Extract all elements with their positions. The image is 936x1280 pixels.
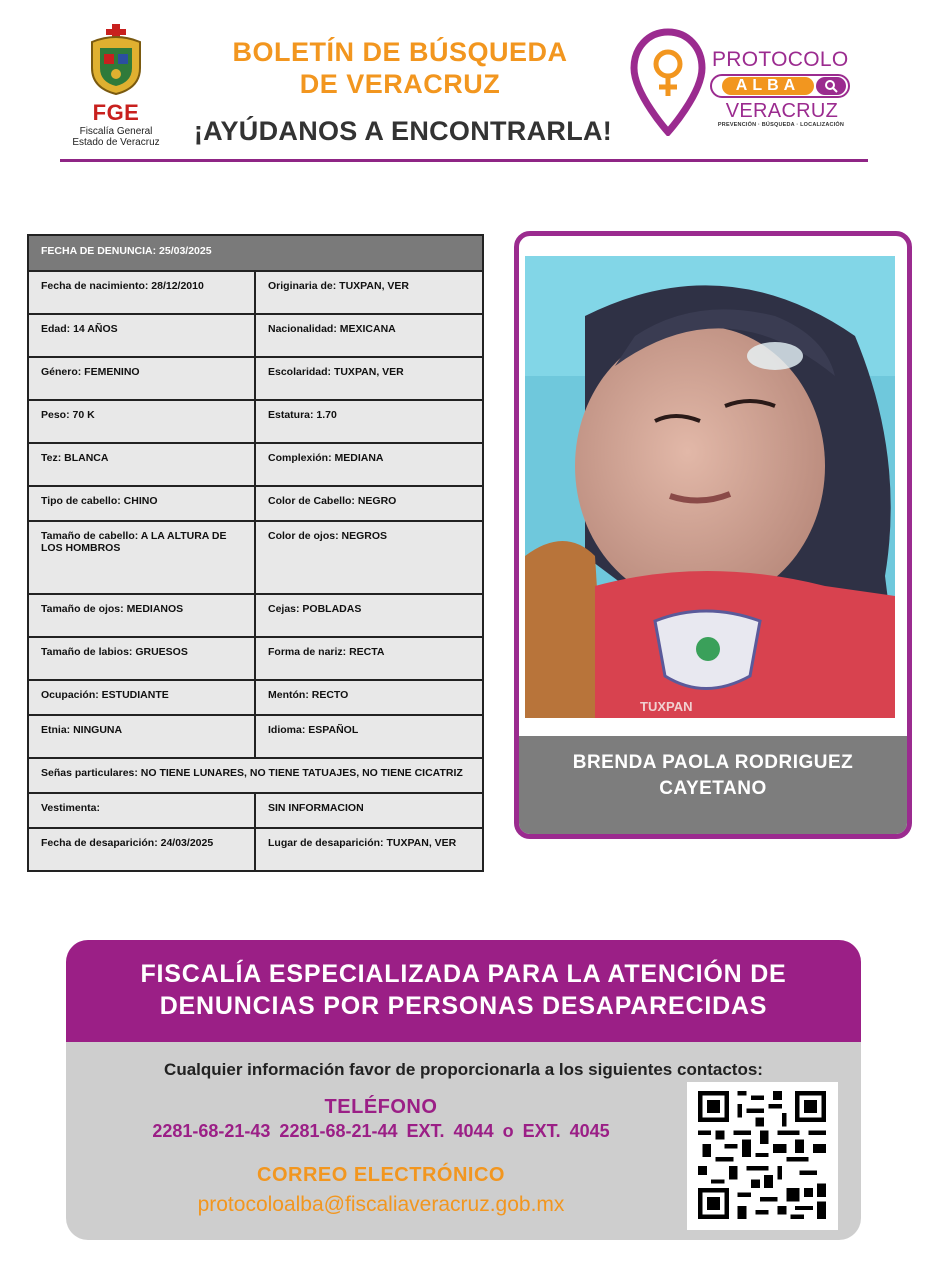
table-row bbox=[28, 357, 483, 400]
fge-logo bbox=[66, 24, 166, 150]
bulletin-title: BOLETÍN DE BÚSQUEDA DE VERACRUZ bbox=[232, 37, 568, 99]
eye-size: Tamaño de ojos: MEDIANOS bbox=[28, 594, 255, 637]
search-icon bbox=[816, 77, 846, 95]
table-row bbox=[28, 400, 483, 443]
missing-person-name: BRENDA PAOLA RODRIGUEZ CAYETANO bbox=[519, 736, 907, 836]
hair-type: Tipo de cabello: CHINO bbox=[28, 486, 255, 521]
complexion-tone: Tez: BLANCA bbox=[28, 443, 255, 486]
qr-code-icon bbox=[698, 1091, 826, 1219]
disappearance-date: Fecha de desaparición: 24/03/2025 bbox=[28, 828, 255, 871]
email-address[interactable]: protocoloalba@fiscaliaveracruz.gob.mx bbox=[197, 1193, 565, 1216]
report-date: FECHA DE DENUNCIA: 25/03/2025 bbox=[28, 235, 483, 271]
table-row bbox=[28, 637, 483, 680]
missing-person-photo-card bbox=[514, 231, 912, 839]
location-pin-venus-icon bbox=[630, 28, 706, 136]
photo-shirt-text: TUXPAN bbox=[640, 699, 693, 714]
disappearance-place: Lugar de desaparición: TUXPAN, VER bbox=[255, 828, 483, 871]
occupation: Ocupación: ESTUDIANTE bbox=[28, 680, 255, 715]
missing-person-photo bbox=[525, 256, 895, 718]
protocol-name: ALBA bbox=[722, 77, 814, 95]
table-row bbox=[28, 486, 483, 521]
protocol-tagline: PREVENCIÓN · BÚSQUEDA · LOCALIZACIÓN bbox=[717, 122, 845, 128]
bulletin-subtitle: ¡AYÚDANOS A ENCONTRARLA! bbox=[193, 116, 613, 146]
schooling: Escolaridad: TUXPAN, VER bbox=[255, 357, 483, 400]
table-row bbox=[28, 443, 483, 486]
build: Complexión: MEDIANA bbox=[255, 443, 483, 486]
table-row bbox=[28, 758, 483, 793]
agency-name: Fiscalía General Estado de Veracruz bbox=[72, 126, 160, 148]
report-date-row bbox=[28, 235, 483, 271]
table-row bbox=[28, 680, 483, 715]
chin: Mentón: RECTO bbox=[255, 680, 483, 715]
table-row bbox=[28, 594, 483, 637]
clothing-label: Vestimenta: bbox=[28, 793, 255, 828]
table-row bbox=[28, 314, 483, 357]
contact-footer bbox=[66, 940, 861, 1240]
ethnicity: Etnia: NINGUNA bbox=[28, 715, 255, 758]
veracruz-coat-of-arms-icon bbox=[84, 24, 148, 96]
qr-code[interactable] bbox=[687, 1082, 838, 1230]
eyebrows: Cejas: POBLADAS bbox=[255, 594, 483, 637]
table-row bbox=[28, 793, 483, 828]
agency-abbreviation: FGE bbox=[92, 100, 140, 125]
table-row bbox=[28, 271, 483, 314]
nose-shape: Forma de nariz: RECTA bbox=[255, 637, 483, 680]
distinguishing-marks: Señas particulares: NO TIENE LUNARES, NO TIENE TATUAJES, NO TIENE CICATRIZ bbox=[28, 758, 483, 793]
table-row bbox=[28, 828, 483, 871]
prosecutor-office-title: FISCALÍA ESPECIALIZADA PARA LA ATENCIÓN DE DENUNCIAS POR PERSONAS DESAPARECIDAS bbox=[66, 940, 861, 1042]
weight: Peso: 70 K bbox=[28, 400, 255, 443]
hair-color: Color de Cabello: NEGRO bbox=[255, 486, 483, 521]
hair-length: Tamaño de cabello: A LA ALTURA DE LOS HOMBROS bbox=[28, 521, 255, 594]
missing-person-data-table bbox=[27, 234, 484, 872]
header-divider bbox=[60, 159, 868, 162]
protocol-region: VERACRUZ bbox=[725, 100, 839, 122]
contact-intro: Cualquier información favor de proporcionarla a los siguientes contactos: bbox=[164, 1060, 763, 1079]
phone-numbers[interactable]: 2281-68-21-43 2281-68-21-44 EXT. 4044 o EXT. 4045 bbox=[152, 1121, 610, 1141]
origin: Originaria de: TUXPAN, VER bbox=[255, 271, 483, 314]
gender: Género: FEMENINO bbox=[28, 357, 255, 400]
lip-size: Tamaño de labios: GRUESOS bbox=[28, 637, 255, 680]
nationality: Nacionalidad: MEXICANA bbox=[255, 314, 483, 357]
table-row bbox=[28, 521, 483, 594]
language: Idioma: ESPAÑOL bbox=[255, 715, 483, 758]
height: Estatura: 1.70 bbox=[255, 400, 483, 443]
email-label: CORREO ELECTRÓNICO bbox=[257, 1164, 505, 1186]
birth-date: Fecha de nacimiento: 28/12/2010 bbox=[28, 271, 255, 314]
age: Edad: 14 AÑOS bbox=[28, 314, 255, 357]
protocol-name-pill bbox=[710, 74, 850, 98]
contact-panel bbox=[66, 1042, 861, 1240]
protocol-word: PROTOCOLO bbox=[712, 48, 849, 71]
eye-color: Color de ojos: NEGROS bbox=[255, 521, 483, 594]
phone-label: TELÉFONO bbox=[324, 1096, 438, 1118]
clothing-value: SIN INFORMACION bbox=[255, 793, 483, 828]
table-row bbox=[28, 715, 483, 758]
